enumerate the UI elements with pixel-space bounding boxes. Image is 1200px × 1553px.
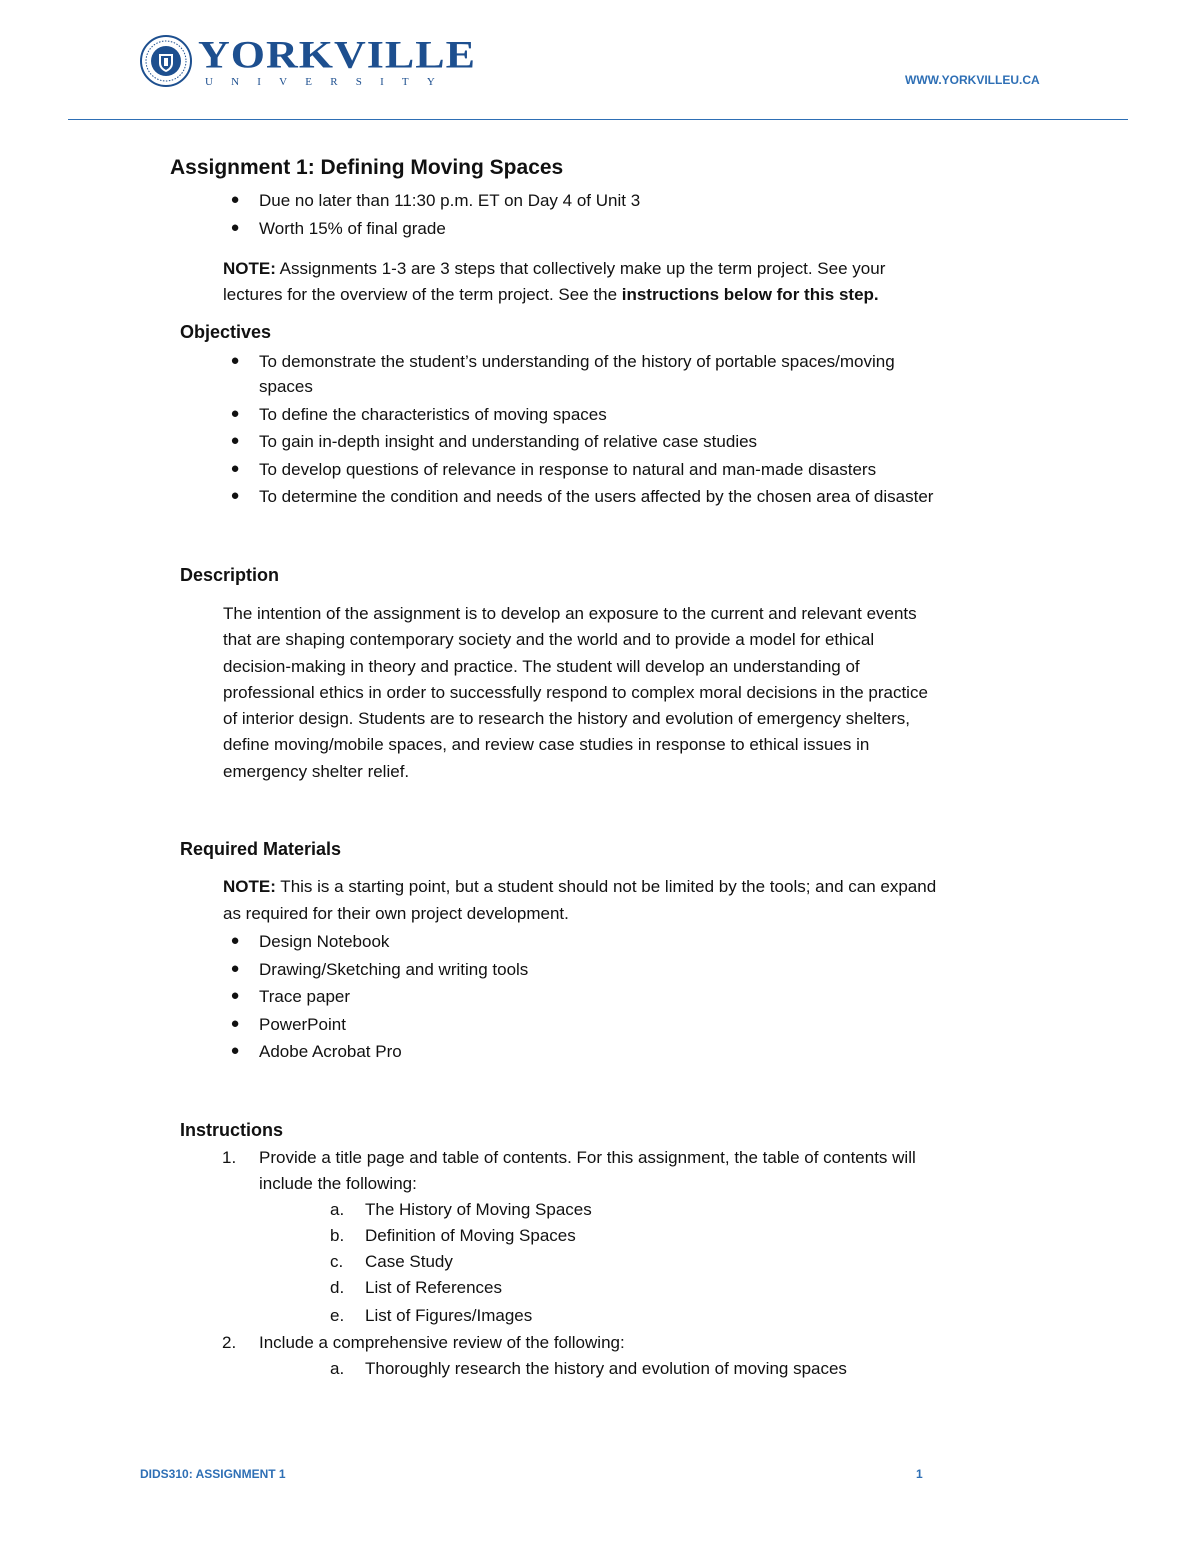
list-item: To gain in-depth insight and understanding of relative case studies [259, 432, 758, 451]
bullet-icon: ● [230, 219, 240, 236]
instructions-heading: Instructions [180, 1120, 284, 1140]
list-item: Worth 15% of final grade [259, 219, 446, 238]
sub-step-text: Thoroughly research the history and evolution of moving spaces [365, 1359, 847, 1378]
bullet-icon: ● [230, 960, 240, 977]
note-label: NOTE: [223, 877, 276, 896]
list-item: To develop questions of relevance in response to natural and man-made disasters [259, 460, 877, 479]
sub-step-text: List of Figures/Images [365, 1306, 533, 1325]
sub-step-text: List of References [365, 1278, 503, 1297]
logo-wordmark: YORKVILLE [198, 33, 476, 77]
objectives-heading: Objectives [180, 322, 272, 342]
note-text: This is a starting point, but a student should not be limited by the tools; and can expand [275, 877, 937, 896]
bullet-icon: ● [230, 1015, 240, 1032]
paragraph-line: professional ethics in order to successfully respond to complex moral decisions in the practice [223, 683, 928, 702]
note-text: lectures for the overview of the term project. See the [223, 285, 622, 304]
materials-heading: Required Materials [180, 839, 342, 859]
note-paragraph-line: as required for their own project development. [223, 904, 569, 923]
bullet-icon: ● [230, 987, 240, 1004]
header-divider [68, 119, 1128, 120]
step-number: 1. [222, 1148, 237, 1167]
note-paragraph-line [223, 259, 885, 279]
footer-course-label: DIDS310: ASSIGNMENT 1 [140, 1467, 286, 1481]
step-text: Include a comprehensive review of the following: [259, 1333, 625, 1352]
paragraph-line: define moving/mobile spaces, and review case studies in response to ethical issues in [223, 735, 870, 754]
step-text: Provide a title page and table of contents. For this assignment, the table of contents will [259, 1148, 916, 1167]
website-link[interactable]: WWW.YORKVILLEU.CA [905, 73, 1040, 87]
list-item: Trace paper [259, 987, 351, 1006]
bullet-icon: ● [230, 460, 240, 477]
sub-step-letter: b. [330, 1226, 345, 1245]
bullet-icon: ● [230, 487, 240, 504]
list-item: To determine the condition and needs of the users affected by the chosen area of disaster [259, 487, 934, 506]
list-item: To demonstrate the student’s understanding of the history of portable spaces/moving [259, 352, 895, 371]
description-heading: Description [180, 565, 280, 585]
list-item: To define the characteristics of moving spaces [259, 405, 607, 424]
paragraph-line: of interior design. Students are to research the history and evolution of emergency shelters, [223, 709, 910, 728]
list-item: Adobe Acrobat Pro [259, 1042, 402, 1061]
sub-step-letter: e. [330, 1306, 345, 1325]
paragraph-line: emergency shelter relief. [223, 762, 410, 781]
list-item-continuation: spaces [259, 377, 313, 396]
sub-step-text: Definition of Moving Spaces [365, 1226, 576, 1245]
step-number: 2. [222, 1333, 237, 1352]
note-paragraph-line [223, 877, 936, 897]
bullet-icon: ● [230, 932, 240, 949]
paragraph-line: that are shaping contemporary society and the world and to provide a model for ethical [223, 630, 875, 649]
bullet-icon: ● [230, 1042, 240, 1059]
sub-step-letter: d. [330, 1278, 345, 1297]
paragraph-line: The intention of the assignment is to develop an exposure to the current and relevant events [223, 604, 917, 623]
note-label: NOTE: [223, 259, 276, 278]
bullet-icon: ● [230, 352, 240, 369]
page-title: Assignment 1: Defining Moving Spaces [170, 156, 564, 179]
note-emphasis: instructions below for this step. [621, 285, 879, 304]
logo-subtext: UNIVERSITY [205, 76, 453, 88]
note-text: Assignments 1-3 are 3 steps that collectively make up the term project. See your [275, 259, 886, 278]
paragraph-line: decision-making in theory and practice. The student will develop an understanding of [223, 657, 860, 676]
sub-step-text: Case Study [365, 1252, 453, 1271]
list-item: Drawing/Sketching and writing tools [259, 960, 529, 979]
step-text-continuation: include the following: [259, 1174, 417, 1193]
page-number: 1 [916, 1467, 923, 1481]
bullet-icon: ● [230, 432, 240, 449]
list-item: Due no later than 11:30 p.m. ET on Day 4 of Unit 3 [259, 191, 641, 210]
sub-step-letter: c. [330, 1252, 344, 1271]
list-item: PowerPoint [259, 1015, 346, 1034]
sub-step-letter: a. [330, 1359, 345, 1378]
note-paragraph-line [223, 285, 879, 305]
list-item: Design Notebook [259, 932, 390, 951]
university-seal-icon [140, 35, 192, 87]
sub-step-letter: a. [330, 1200, 345, 1219]
bullet-icon: ● [230, 191, 240, 208]
bullet-icon: ● [230, 405, 240, 422]
sub-step-text: The History of Moving Spaces [365, 1200, 592, 1219]
